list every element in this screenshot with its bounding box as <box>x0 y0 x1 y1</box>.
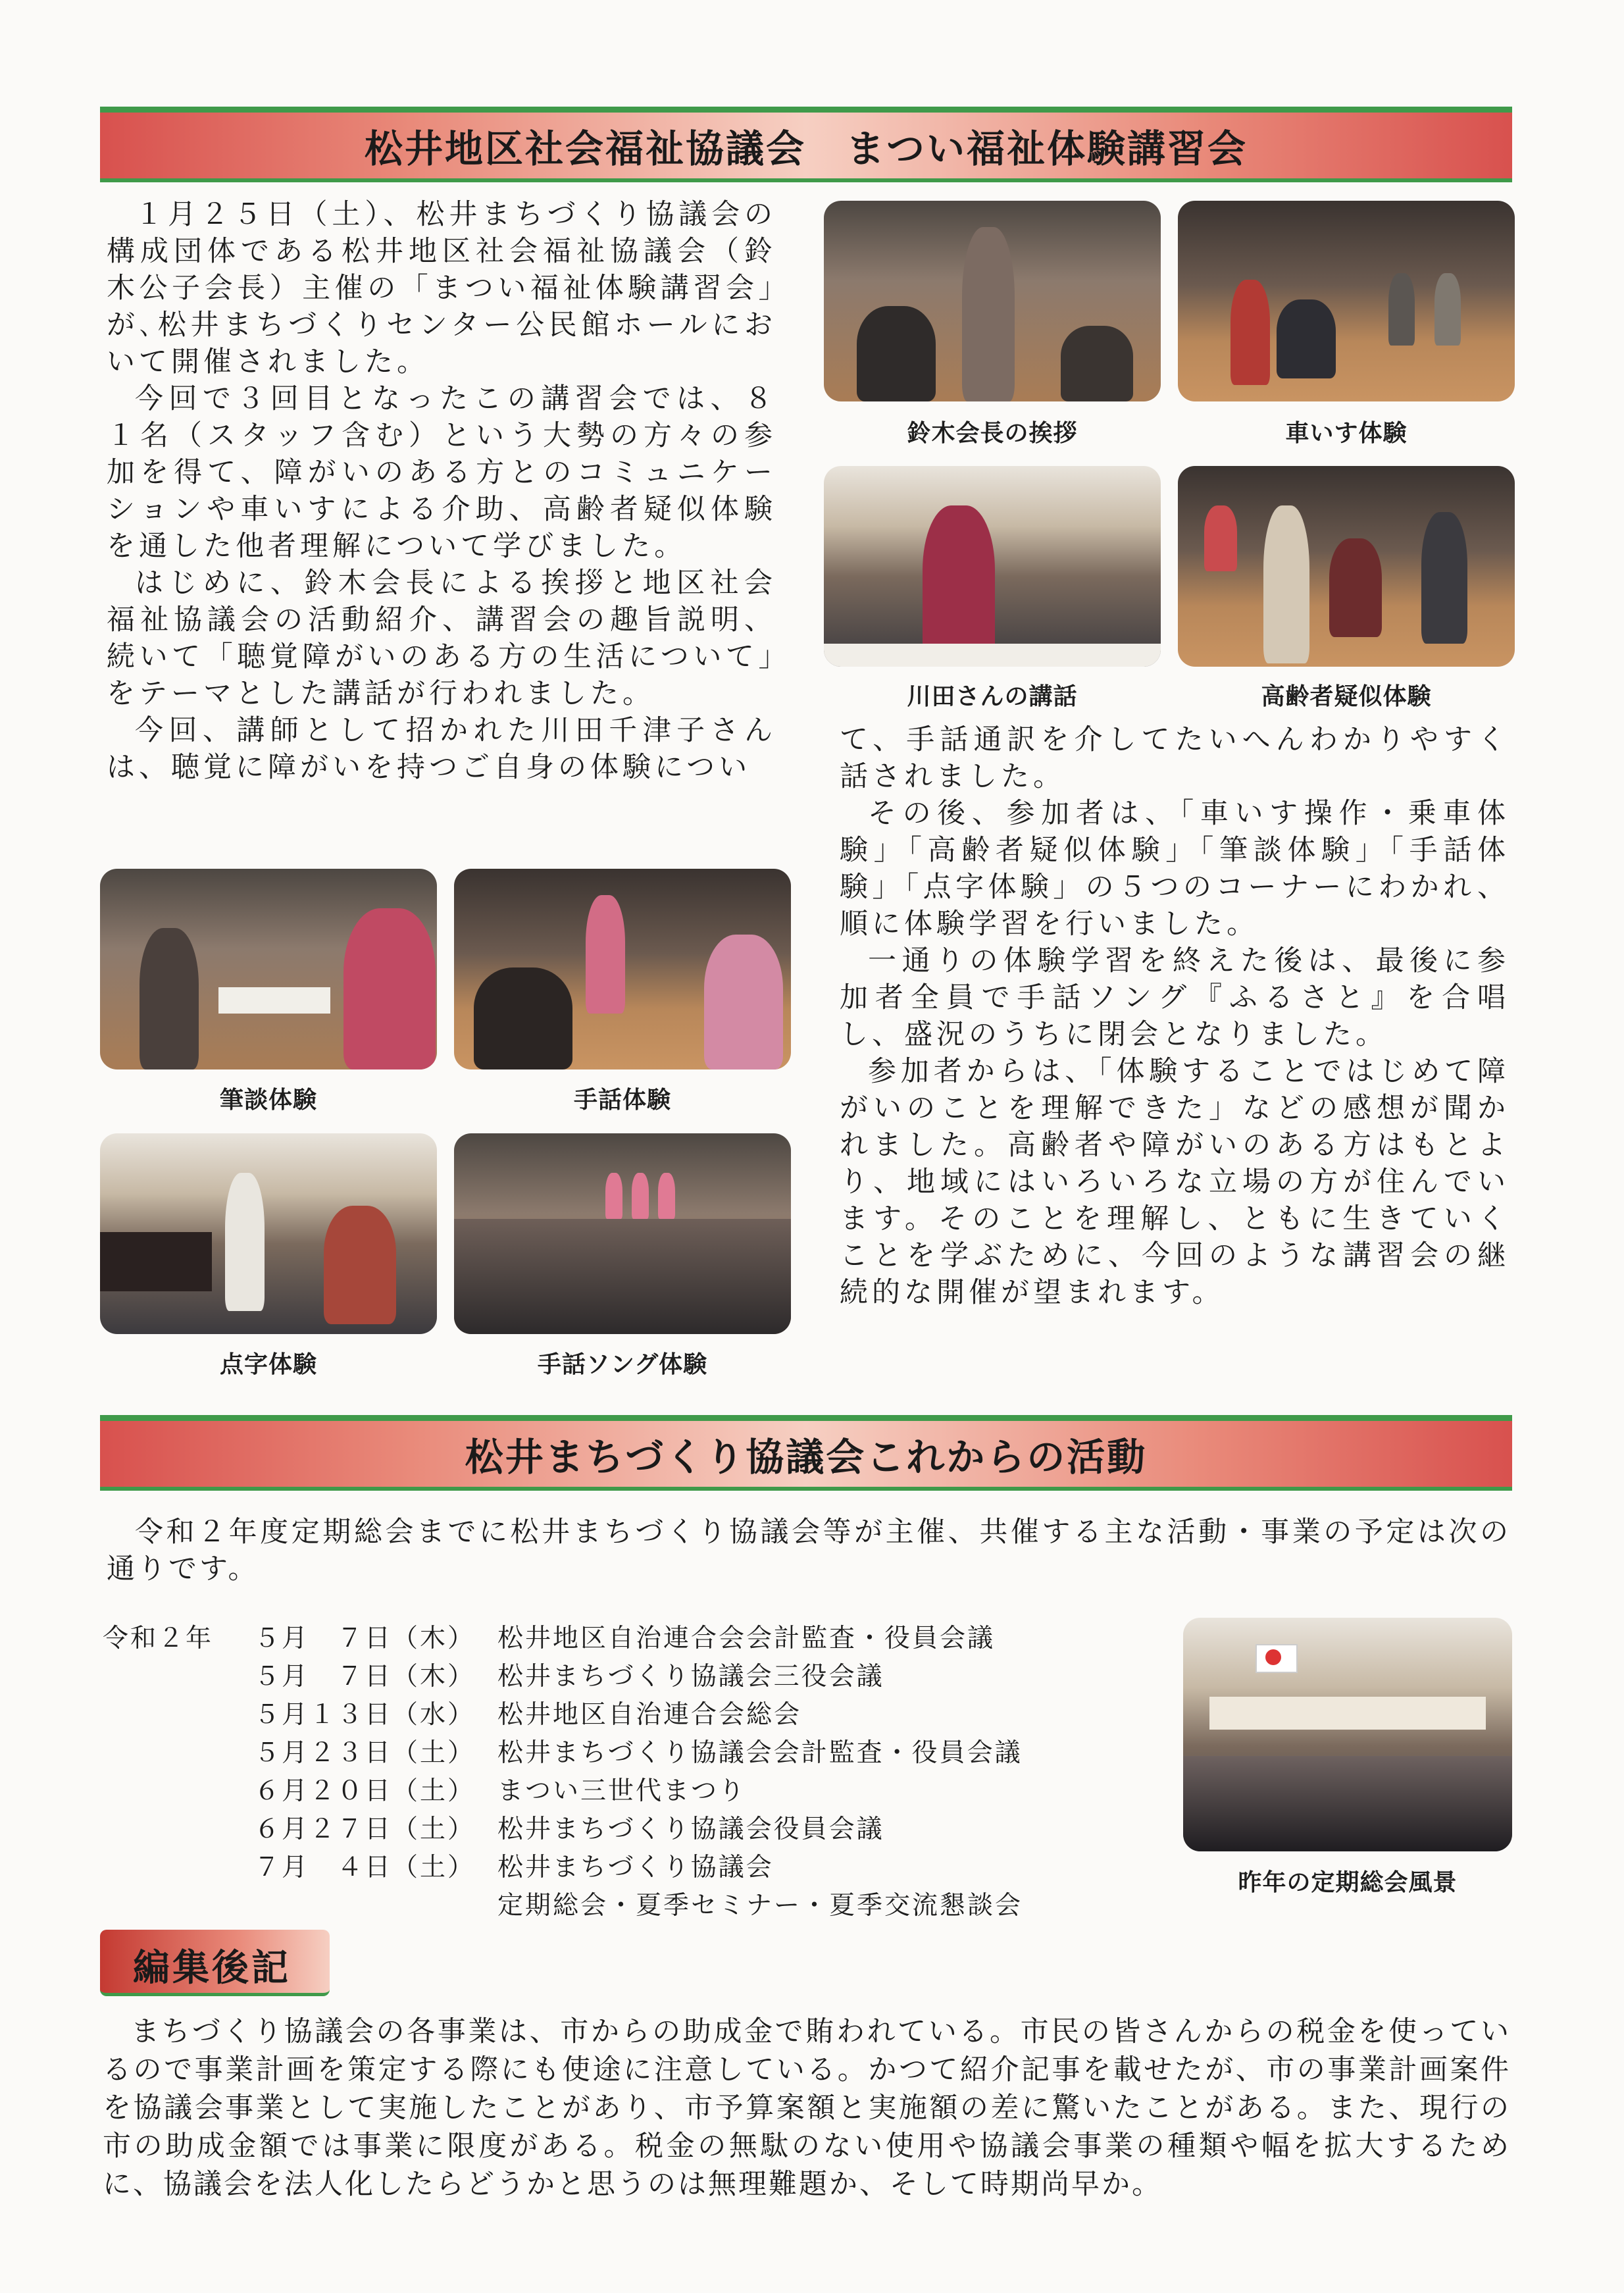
photo-braille <box>100 1133 437 1334</box>
caption-lecture: 川田さんの講話 <box>907 683 1078 710</box>
section-title: 松井地区社会福祉協議会 まつい福祉体験講習会 <box>364 126 1248 171</box>
caption-braille: 点字体験 <box>219 1351 317 1378</box>
paragraph-2: 今回で３回目となったこの講習会では、８１名（スタッフ含む）という大勢の方々の参加を得て、障がいのある方とのコミュニケーションや車いすによる介助、高齢者疑似体験を通した他者理解について学びました。 <box>107 382 776 563</box>
paragraph-5: て、手話通訳を介してたいへんわかりやすく話されました。 <box>840 723 1510 793</box>
schedule-date: ５月 ７日（木） <box>254 1662 476 1691</box>
caption-general-meeting: 昨年の定期総会風景 <box>1238 1869 1458 1896</box>
paragraph-7: 一通りの体験学習を終えた後は、最後に参加者全員で手話ソング『ふるさと』を合唱し、盛況のうちに閉会となりました。 <box>840 944 1510 1051</box>
left-column-text <box>107 196 776 786</box>
photo-sign <box>454 869 791 1069</box>
section-header-activities <box>100 1415 1512 1491</box>
schedule-event: 松井まちづくり協議会会計監査・役員会議 <box>497 1738 1023 1768</box>
schedule-year: 令和２年 <box>103 1624 214 1653</box>
caption-sign: 手話体験 <box>573 1087 671 1114</box>
schedule-date: ５月 ７日（木） <box>254 1624 476 1653</box>
schedule-event: 松井まちづくり協議会役員会議 <box>497 1815 884 1844</box>
schedule-date: ５月２３日（土） <box>254 1738 476 1768</box>
editorial-title: 編集後記 <box>133 1947 291 1990</box>
caption-elderly: 高齢者疑似体験 <box>1261 683 1432 710</box>
schedule-date: ７月 ４日（土） <box>254 1853 476 1882</box>
schedule-event: 松井まちづくり協議会三役会議 <box>497 1662 884 1691</box>
photo-elderly <box>1178 466 1515 667</box>
right-column-text <box>840 721 1510 1311</box>
caption-wheelchair: 車いす体験 <box>1285 420 1408 447</box>
photo-lecture <box>824 466 1161 667</box>
schedule-event: 松井地区自治連合会会計監査・役員会議 <box>497 1624 996 1653</box>
photo-wheelchair <box>1178 201 1515 401</box>
paragraph-3: はじめに、鈴木会長による挨拶と地区社会福祉協議会の活動紹介、講習会の趣旨説明、続いて「聴覚障がいのある方の生活について」をテーマとした講話が行われました。 <box>107 567 776 710</box>
paragraph-4: 今回、講師として招かれた川田千津子さんは、聴覚に障がいを持つご自身の体験につい <box>107 714 776 784</box>
caption-song: 手話ソング体験 <box>537 1351 708 1378</box>
section-title-activities: 松井まちづくり協議会これからの活動 <box>465 1435 1148 1480</box>
editorial-header <box>100 1930 330 1996</box>
activities-intro: 令和２年度定期総会までに松井まちづくり協議会等が主催、共催する主な活動・事業の予定は次の通りです。 <box>107 1516 1511 1585</box>
schedule-date: ６月２０日（土） <box>254 1776 476 1806</box>
schedule-event: 松井地区自治連合会総会 <box>497 1700 802 1730</box>
schedule-date: ６月２７日（土） <box>254 1815 476 1844</box>
photo-greeting <box>824 201 1161 401</box>
caption-writing: 筆談体験 <box>219 1087 317 1114</box>
section-header-welfare <box>100 107 1512 182</box>
photo-song <box>454 1133 791 1334</box>
schedule-event: 定期総会・夏季セミナー・夏季交流懇談会 <box>497 1891 1023 1920</box>
paragraph-8: 参加者からは、「体験することではじめて障がいのことを理解できた」などの感想が聞かれました。高齢者や障がいのある方はもとより、地域にはいろいろな立場の方が住んでいます。そのことを理解し、ともに生きていくことを学ぶために、今回のような講習会の継続的な開催が望まれます。 <box>840 1055 1510 1309</box>
schedule-date: ５月１３日（水） <box>254 1700 476 1730</box>
paragraph-1: １月２５日（土）、松井まちづくり協議会の構成団体である松井地区社会福祉協議会（鈴木公子会長）主催の「まつい福祉体験講習会」が､松井まちづくりセンター公民館ホールにおいて開催されました。 <box>107 198 776 378</box>
caption-greeting: 鈴木会長の挨拶 <box>907 420 1078 447</box>
photo-general-meeting <box>1183 1618 1512 1851</box>
schedule-event: 松井まちづくり協議会 <box>497 1853 774 1882</box>
editorial-text: まちづくり協議会の各事業は、市からの助成金で賄われている。市民の皆さんからの税金を使っているので事業計画を策定する際にも使途に注意している。かつて紹介記事を載せたが、市の事業計画案件を協議会事業として実施したことがあり、市予算案額と実施額の差に驚いたことがある。また、現行の市の助成金額では事業に限度がある。税金の無駄のない使用や協議会事業の種類や幅を拡大するために、協議会を法人化したらどうかと思うのは無理難題か、そして時期尚早か。 <box>103 2015 1511 2201</box>
paragraph-6: その後、参加者は、「車いす操作・乗車体験」「高齢者疑似体験」「筆談体験」「手話体験」「点字体験」の５つのコーナーにわかれ、順に体験学習を行いました。 <box>840 797 1510 940</box>
schedule-event: まつい三世代まつり <box>497 1776 747 1806</box>
photo-writing <box>100 869 437 1069</box>
